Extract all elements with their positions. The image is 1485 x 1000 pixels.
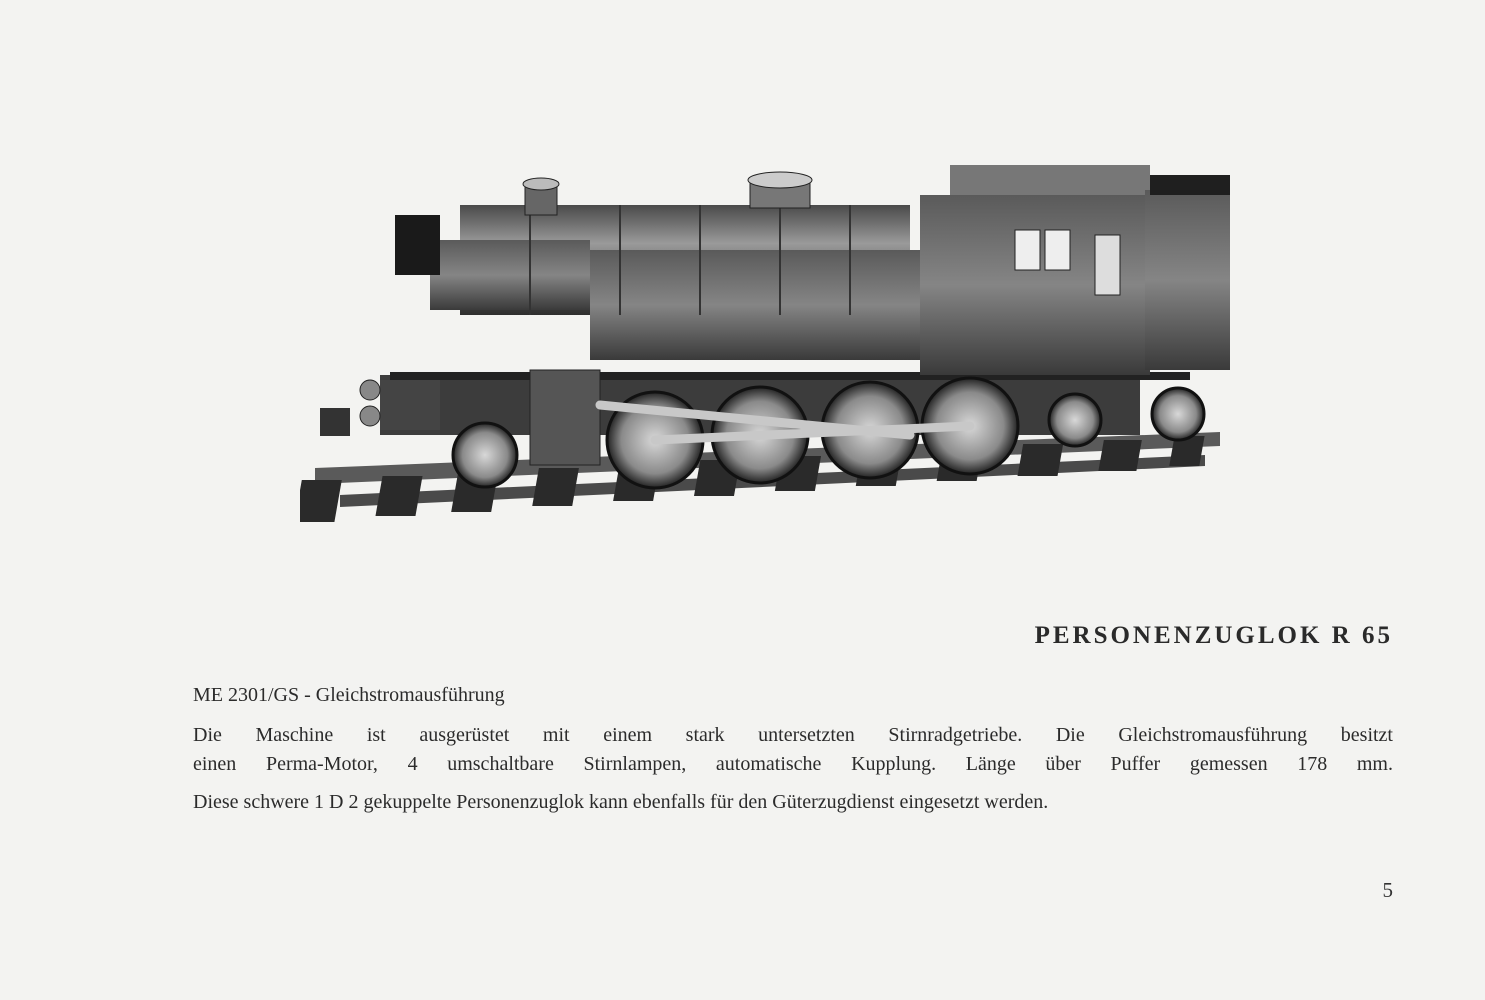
page-number: 5 — [1382, 878, 1393, 902]
paragraph-1-line-2: einen Perma-Motor, 4 umschaltbare Stirnlampen, automatische Kupplung. Länge über Puffer gemessen 178 mm. — [193, 753, 1393, 775]
description-paragraph-1 — [193, 721, 1393, 779]
model-number-line: ME 2301/GS - Gleichstromausführung — [193, 684, 505, 706]
locomotive-photo — [300, 150, 1230, 540]
description-paragraph-2: Diese schwere 1 D 2 gekuppelte Personenzuglok kann ebenfalls für den Güterzugdienst eingesetzt werden. — [193, 791, 1049, 813]
paragraph-1-line-1: Die Maschine ist ausgerüstet mit einem stark untersetzten Stirnradgetriebe. Die Gleichstromausführung besitzt — [193, 724, 1393, 746]
page-title: PERSONENZUGLOK R 65 — [1034, 622, 1393, 649]
cab — [920, 165, 1230, 375]
boiler — [395, 172, 920, 360]
